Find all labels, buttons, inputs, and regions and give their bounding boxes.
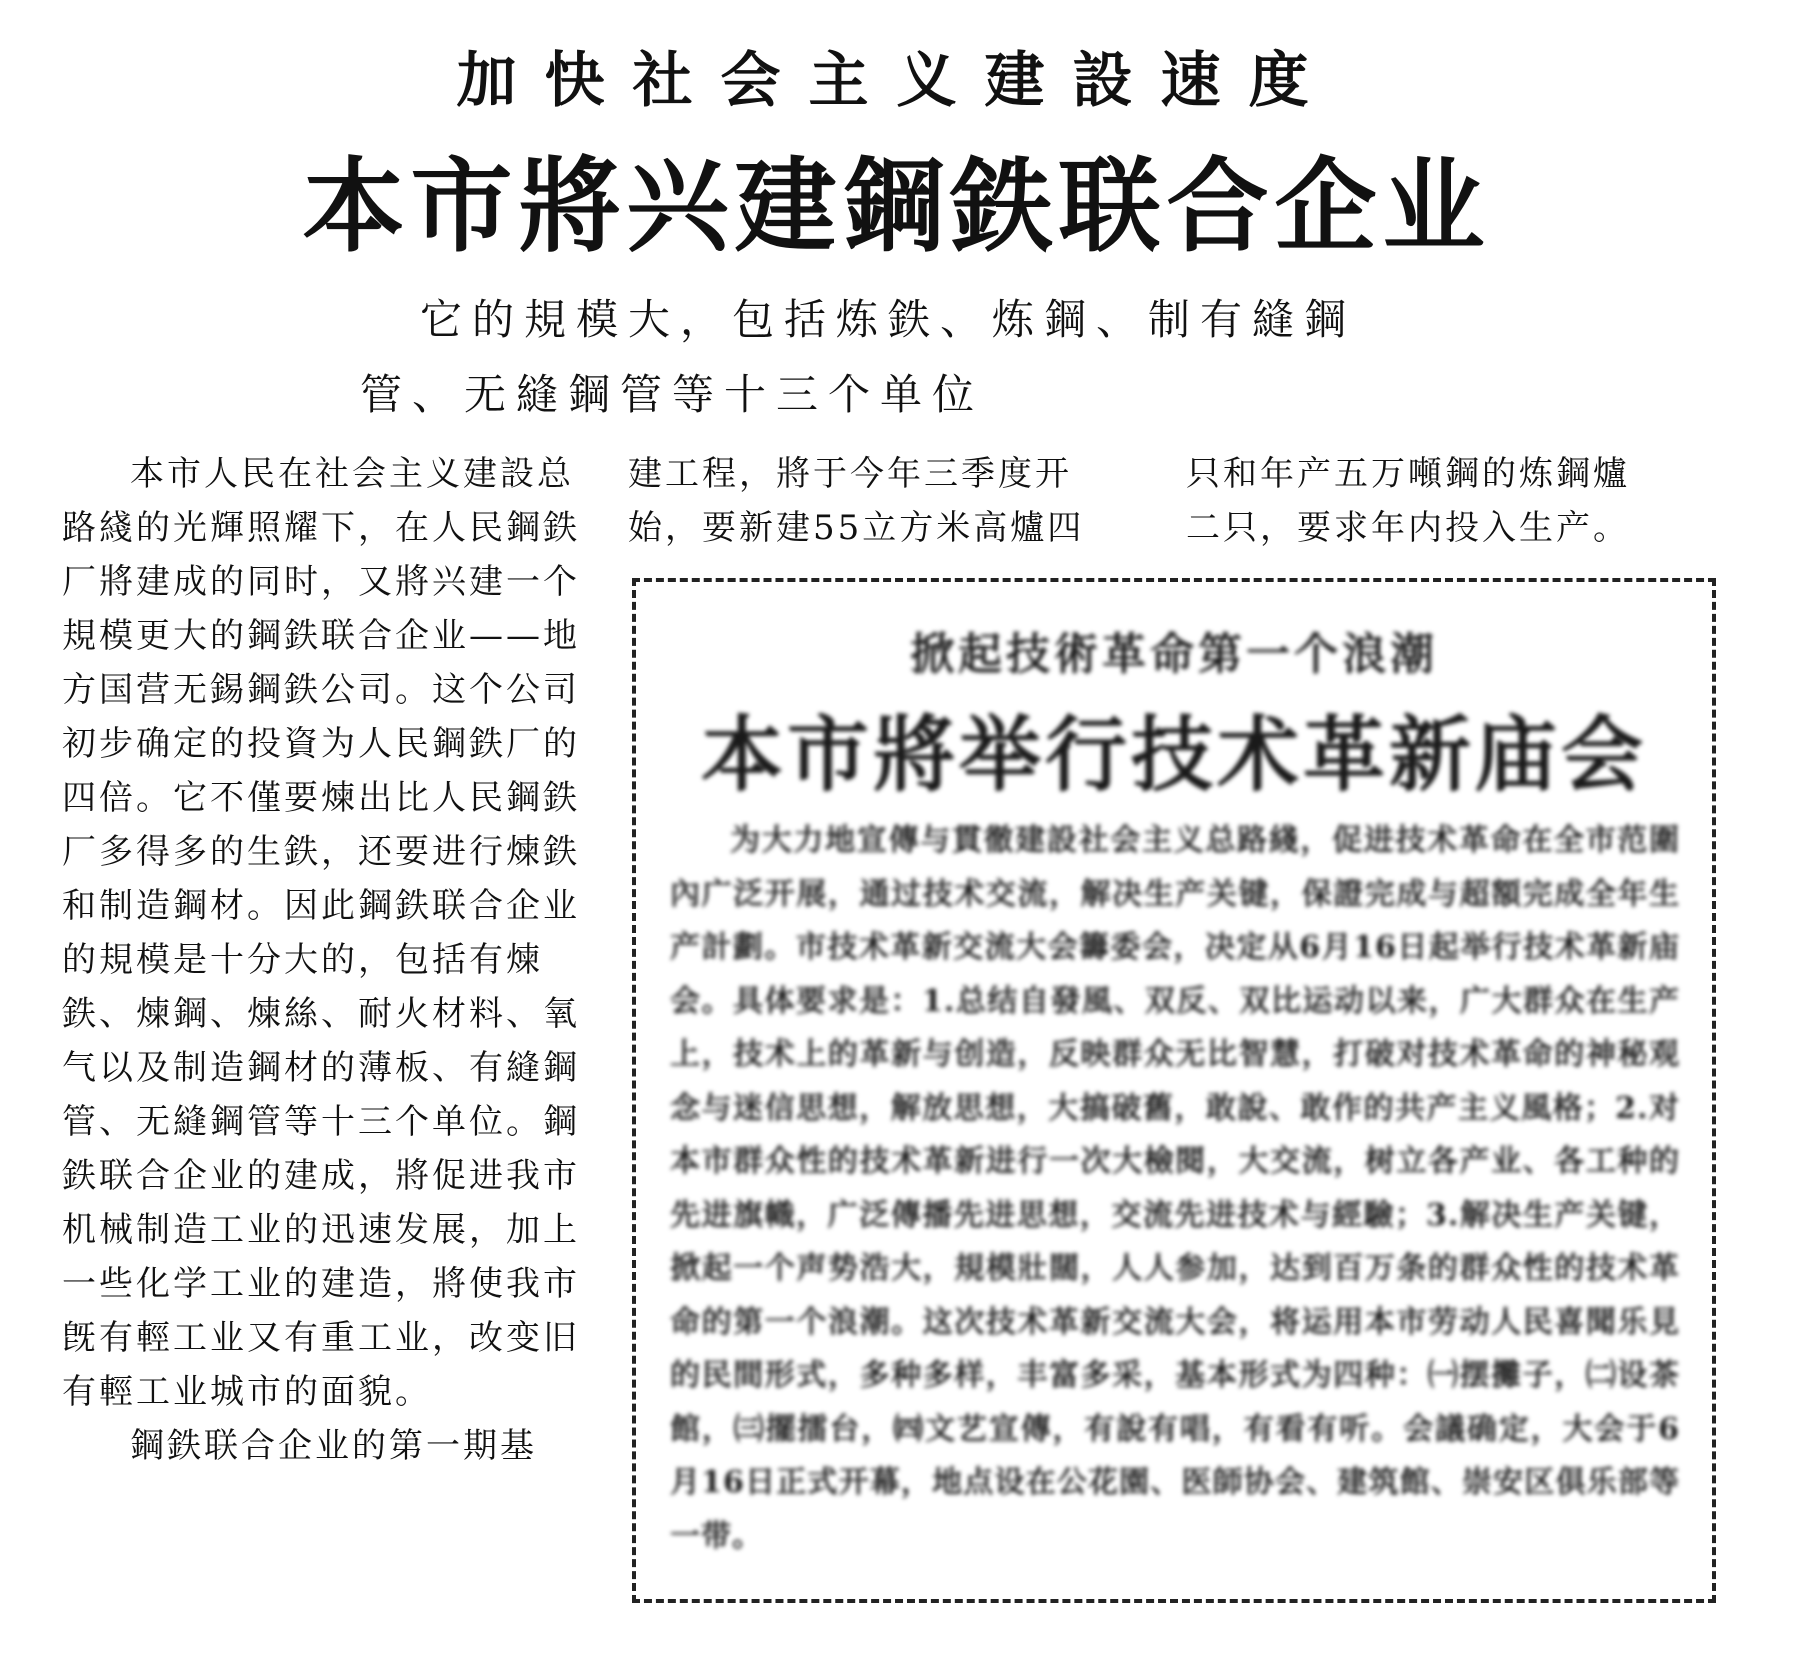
article-column-right bbox=[1186, 447, 1746, 555]
article-paragraph-2: 鋼鉄联合企业的第一期基 bbox=[130, 1426, 537, 1466]
inset-body: 为大力地宣傳与貫徹建設社会主义总路綫，促进技术革命在全市范圍內广泛开展，通过技术交流，解决生产关键，保證完成与超額完成全年生产計劃。市技术革新交流大会籌委会，决定从6月16日起举行技术革新庙会。具体要求是：1.总结自發風、双反、双比运动以来，广大群众在生产上，技术上的革新与创造，反映群众无比智慧，打破对技术革命的神秘观念与迷信思想，解放思想，大搞破舊，敢說、敢作的共产主义風格；2.对本市群众性的技术革新进行一次大檢閱，大交流，树立各产业、各工种的先进旗幟，广泛傳播先进思想，交流先进技术与經驗；3.解决生产关键，掀起一个声势浩大，規模壯闊，人人参加，达到百万条的群众性的技术革命的第一个浪潮。这次技术革新交流大会，将运用本市劳动人民喜聞乐見的民間形式，多种多样，丰富多采，基本形式为四种：㈠摆攤子，㈡设茶館，㈢擺擂台，㈣文艺宣傳，有說有唱，有看有听。会議确定，大会于6月16日正式开幕，地点设在公花園、医師协会、建筑館、崇安区俱乐部等一带。 bbox=[670, 823, 1680, 1554]
article-kicker: 加快社会主义建設速度 bbox=[456, 46, 1337, 116]
article-right-line-2: 二只，要求年内投入生产。 bbox=[1186, 508, 1630, 548]
article-column-middle bbox=[628, 447, 1148, 555]
article-subhead-line-2: 管、无縫鋼管等十三个单位 bbox=[360, 370, 985, 419]
article-middle-line-1: 建工程，將于今年三季度开 bbox=[628, 454, 1072, 494]
article-right-line-1: 只和年产五万噸鋼的炼鋼爐 bbox=[1186, 454, 1630, 494]
article-middle-line-2: 始，要新建55立方米高爐四 bbox=[628, 508, 1085, 548]
article-column-left bbox=[62, 447, 592, 1473]
inset-article-box bbox=[632, 578, 1716, 1603]
inset-title: 本市將举行技术革新庙会 bbox=[700, 707, 1647, 803]
article-subhead-line-1: 它的規模大，包括炼鉄、炼鋼、制有縫鋼 bbox=[420, 295, 1357, 344]
article-paragraph-1: 本市人民在社会主义建設总路綫的光輝照耀下，在人民鋼鉄厂將建成的同时，又將兴建一个規模更大的鋼鉄联合企业——地方国营无錫鋼鉄公司。这个公司初步确定的投資为人民鋼鉄厂的四倍。它不僅要煉出比人民鋼鉄厂多得多的生鉄，还要进行煉鉄和制造鋼材。因此鋼鉄联合企业的規模是十分大的，包括有煉鉄、煉鋼、煉絲、耐火材料、氧气以及制造鋼材的薄板、有縫鋼管、无縫鋼管等十三个单位。鋼鉄联合企业的建成，將促进我市机械制造工业的迅速发展，加上一些化学工业的建造，將使我市旣有輕工业又有重工业，改变旧有輕工业城市的面貌。 bbox=[62, 454, 580, 1412]
inset-kicker: 掀起技術革命第一个浪潮 bbox=[910, 629, 1438, 680]
article-headline: 本市將兴建鋼鉄联合企业 bbox=[302, 147, 1491, 267]
